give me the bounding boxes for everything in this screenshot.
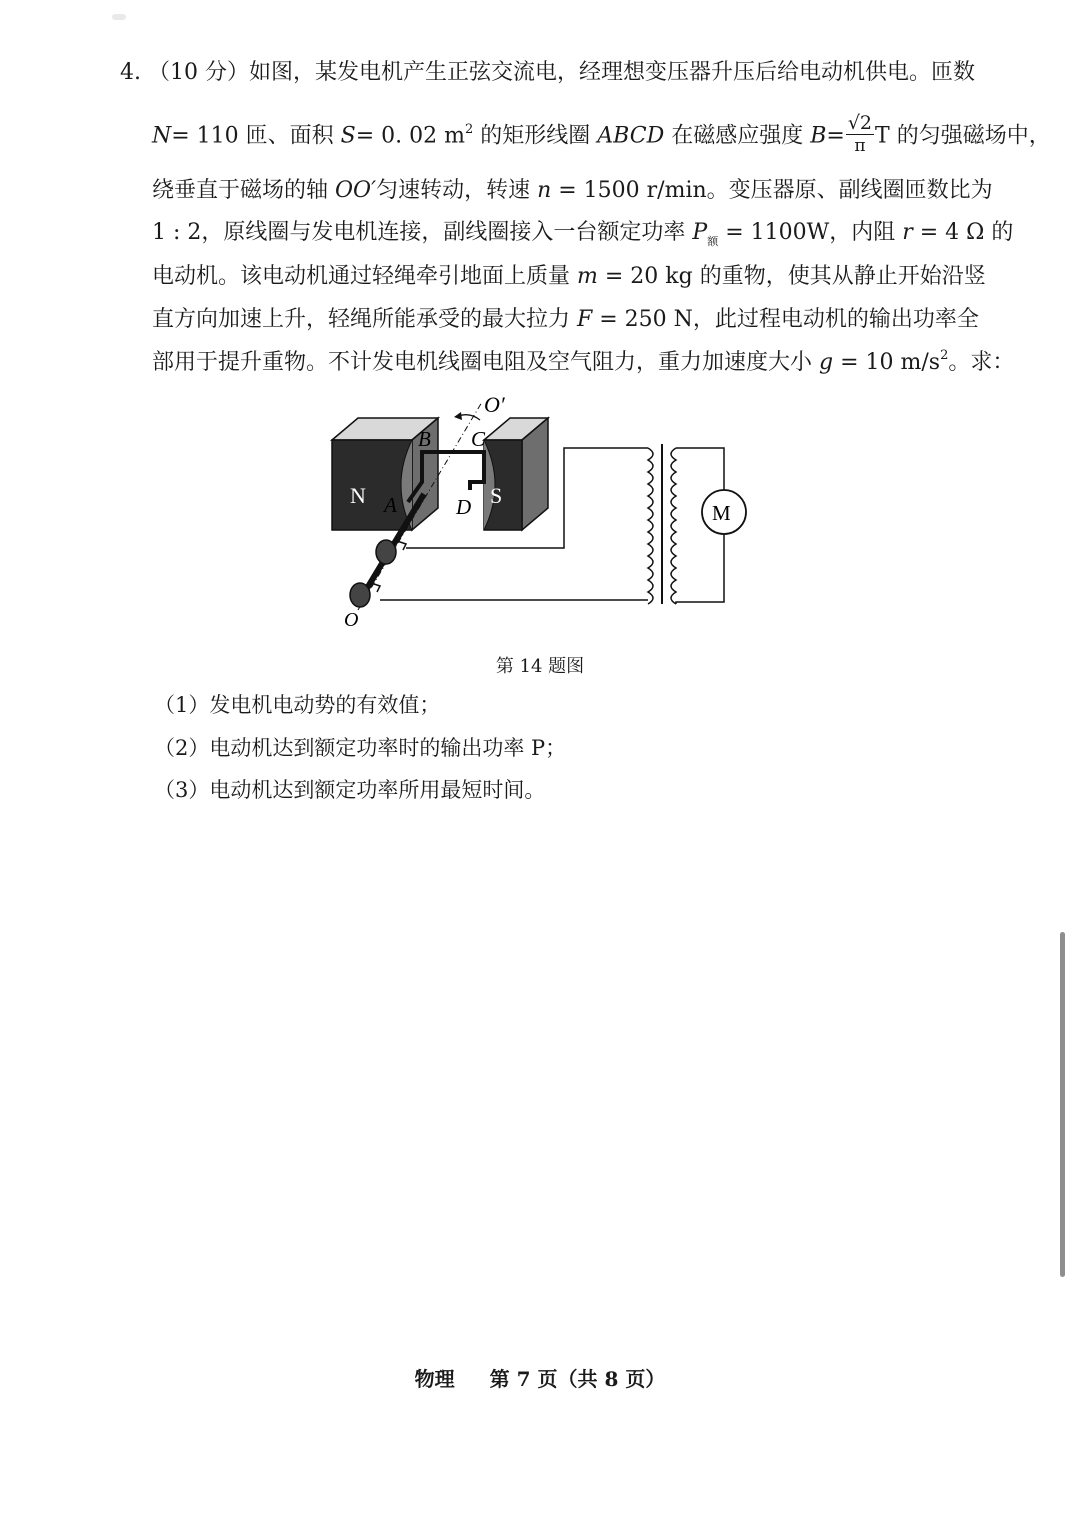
question-1: （1）发电机电动势的有效值； bbox=[154, 693, 441, 717]
label-o: O bbox=[344, 609, 359, 631]
problem-line-2: N= 110 匝、面积 S= 0. 02 $m^2$ 的矩形线圈 ABCD 在磁感应强度 B= $\frac{√2}{\pi}$ T 的匀强磁场中， bbox=[152, 112, 1051, 156]
page-footer bbox=[0, 1363, 1080, 1392]
problem-line-4: 1 : 2，原线圈与发电机连接，副线圈接入一台额定功率 $P_额 = 1100W$，内阻 r = 4 Ω 的 bbox=[152, 220, 1014, 248]
problem-line-1: 4. （10 分）如图，某发电机产生正弦交流电，经理想变压器升压后给电动机供电。匝数 bbox=[120, 60, 976, 85]
footer-subject: 物理 bbox=[414, 1367, 455, 1391]
footer-page: 第 7 页（共 8 页） bbox=[489, 1367, 666, 1391]
s-magnet bbox=[484, 418, 548, 530]
generator-circuit-figure bbox=[320, 390, 760, 640]
problem-line-3: 绕垂直于磁场的轴 OO′匀速转动，转速 n = 1500 r/min。变压器原、副线圈匝数比为 bbox=[152, 178, 993, 203]
slip-ring-upper bbox=[376, 540, 396, 564]
problem-points: （10 分） bbox=[148, 60, 249, 85]
label-o-prime: O′ bbox=[484, 392, 505, 417]
figure-caption: 第 14 题图 bbox=[495, 656, 585, 677]
label-d: D bbox=[456, 495, 472, 519]
scrollbar[interactable] bbox=[1060, 932, 1065, 1277]
wire-secondary-bottom bbox=[676, 534, 724, 604]
secondary-coil bbox=[671, 448, 676, 604]
problem-line-6: 直方向加速上升，轻绳所能承受的最大拉力 F = 250 N，此过程电动机的输出功率全 bbox=[152, 307, 979, 332]
label-c: C bbox=[471, 427, 486, 451]
problem-number: 4. bbox=[120, 60, 141, 85]
question-3: （3）电动机达到额定功率所用最短时间。 bbox=[154, 778, 546, 802]
label-s: S bbox=[490, 483, 503, 508]
label-m: M bbox=[712, 501, 731, 525]
problem-line-7: 部用于提升重物。不计发电机线圈电阻及空气阻力，重力加速度大小 g = 10 $m/s^2$。求： bbox=[152, 348, 1015, 375]
scan-mark bbox=[112, 14, 126, 20]
b-field-fraction: $\frac{√2}{\pi}$ bbox=[847, 112, 873, 156]
label-b: B bbox=[418, 427, 431, 451]
label-a: A bbox=[384, 493, 397, 517]
slip-ring-lower bbox=[350, 583, 370, 607]
problem-line-5: 电动机。该电动机通过轻绳牵引地面上质量 m = 20 kg 的重物，使其从静止开始沿竖 bbox=[152, 264, 986, 289]
wire-secondary-top bbox=[676, 448, 724, 490]
label-n: N bbox=[350, 483, 366, 508]
primary-coil bbox=[648, 448, 653, 604]
question-2: （2）电动机达到额定功率时的输出功率 P； bbox=[154, 736, 567, 760]
